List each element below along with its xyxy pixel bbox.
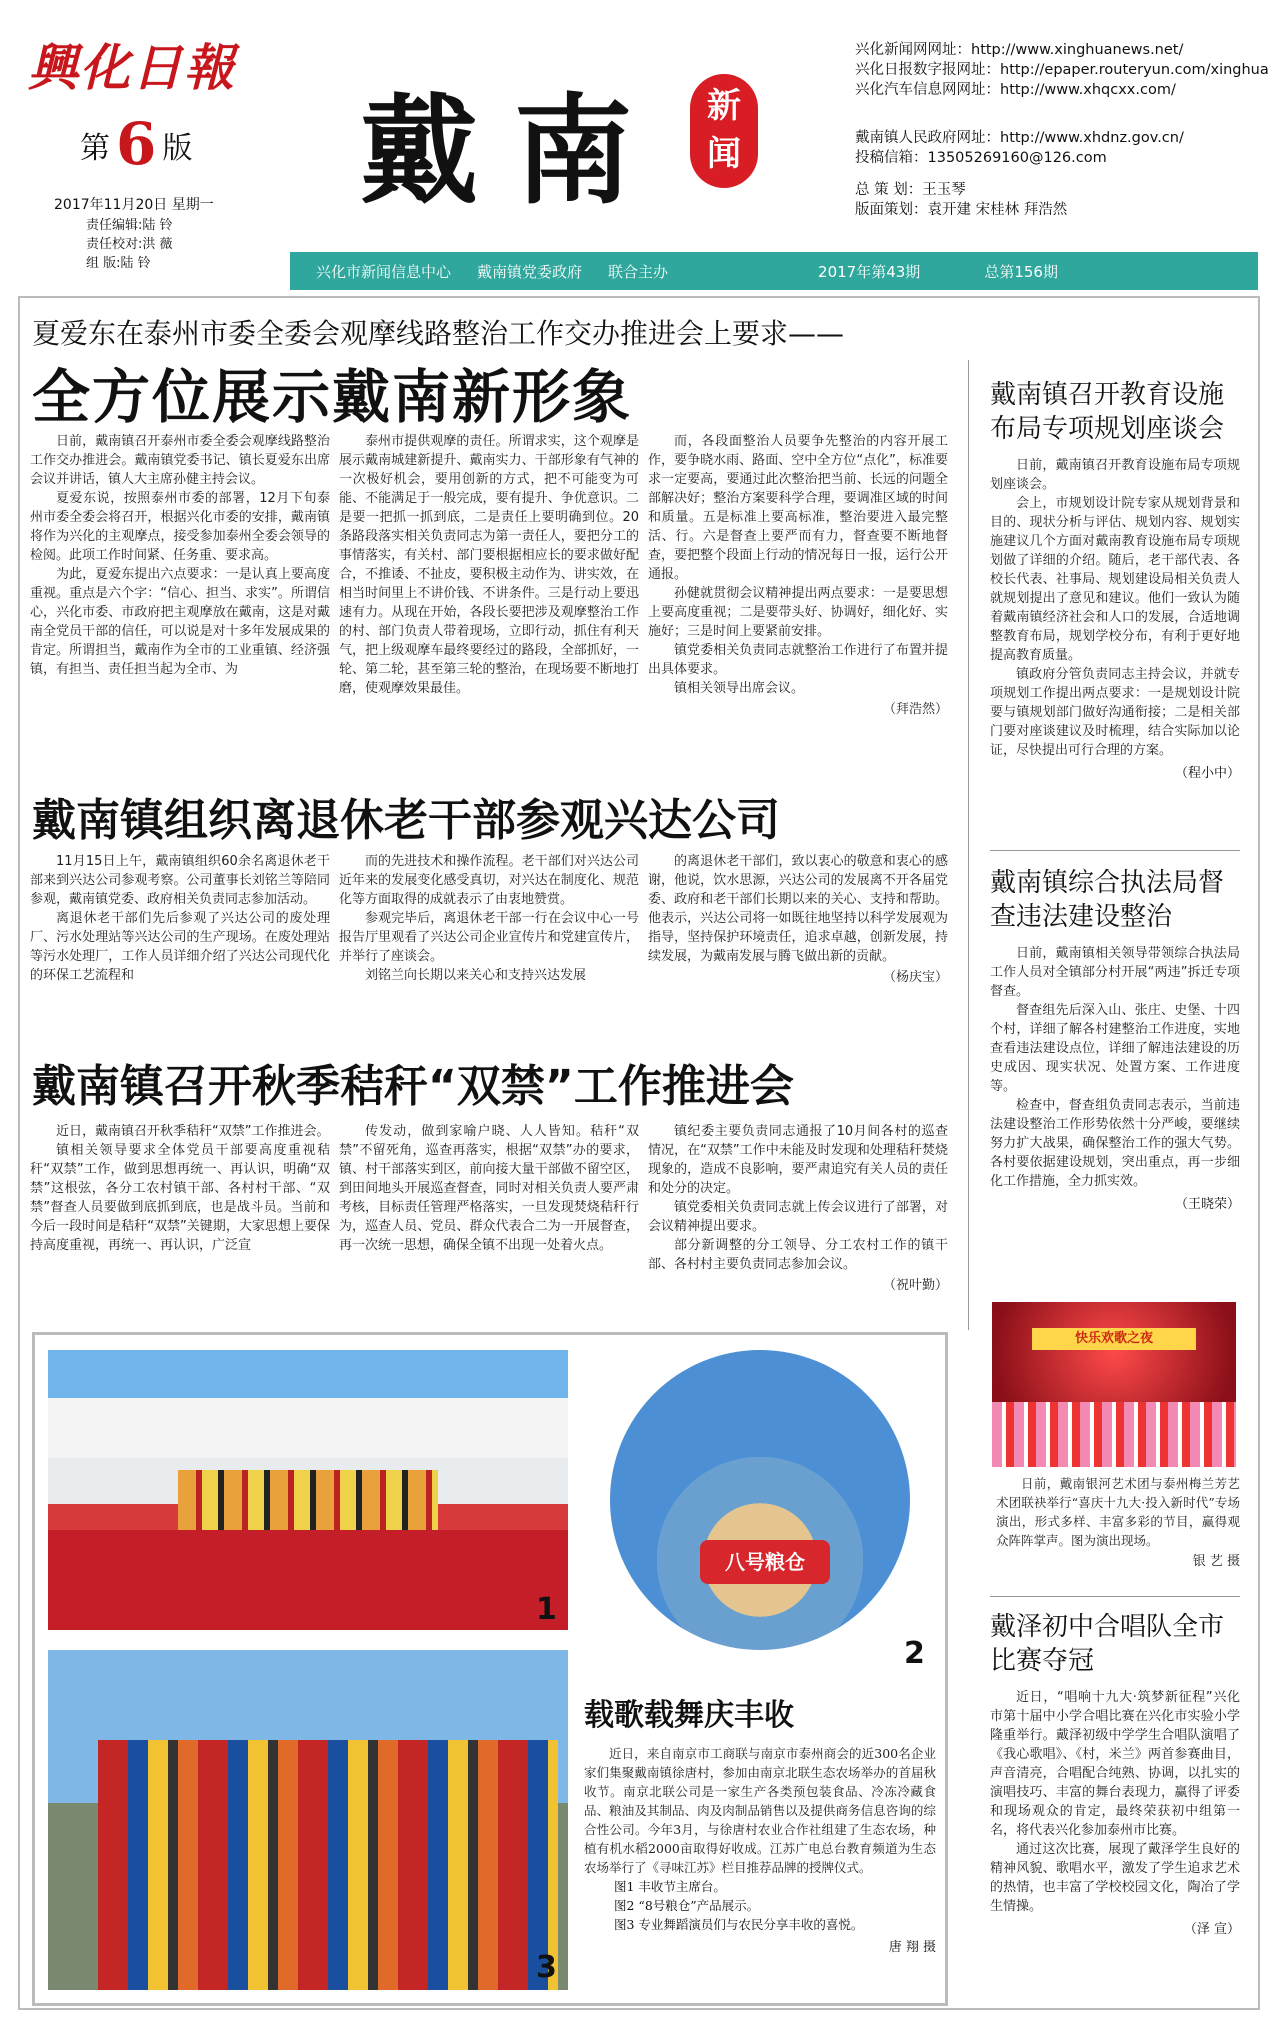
newspaper-logo: 興化日報 xyxy=(28,38,236,97)
info-line: 版面策划：袁开建 宋桂林 拜浩然 xyxy=(855,202,1068,218)
paragraph: 日前，戴南镇召开泰州市委全委会观摩线路整治工作交办推进会。戴南镇党委书记、镇长夏爱东出席会议并讲话，镇人大主席孙健主持会议。 xyxy=(30,434,330,487)
side-article-enforcement xyxy=(990,866,1240,1286)
paragraph: 近日，戴南镇召开秋季秸秆“双禁”工作推进会。 xyxy=(56,1124,330,1139)
photo-credit: 银 艺 摄 xyxy=(1192,1554,1240,1569)
article2-headline: 戴南镇组织离退休老干部参观兴达公司 xyxy=(32,795,780,846)
photo-number: 2 xyxy=(904,1636,925,1671)
edition-num: 6 xyxy=(116,110,157,178)
caption-text: 日前，戴南银河艺术团与泰州梅兰芳艺术团联袂举行“喜庆十九大·投入新时代”专场演出，形式多样、丰富多彩的节目，赢得观众阵阵掌声。图为演出现场。 xyxy=(996,1476,1240,1548)
article-column xyxy=(339,852,639,1012)
article3-headline: 戴南镇召开秋季秸秆“双禁”工作推进会 xyxy=(32,1061,794,1112)
article1-body xyxy=(30,432,948,752)
paragraph: 而的先进技术和操作流程。老干部们对兴达公司近年来的发展变化感受真切，对兴达在制度化、规范化等方面取得的成就表示了由衷地赞赏。 xyxy=(339,854,639,907)
seal-char: 闻 xyxy=(707,134,741,174)
paragraph: 镇相关领导出席会议。 xyxy=(674,681,805,696)
photo-number: 3 xyxy=(536,1950,557,1985)
info-block xyxy=(855,40,1275,220)
info-link[interactable]: 兴化新闻网网址：http://www.xinghuanews.net/ xyxy=(855,42,1184,58)
side-rule xyxy=(990,1596,1240,1597)
side-body xyxy=(990,1688,1240,1916)
product-sign: 八号粮仓 xyxy=(700,1540,830,1584)
article3-body xyxy=(30,1122,948,1318)
info-spacer xyxy=(855,100,1275,128)
column-divider xyxy=(968,360,969,1330)
paragraph: 的离退休老干部们，致以衷心的敬意和衷心的感谢，他说，饮水思源，兴达公司的发展离不开各届党委、政府和老干部们长期以来的关心、支持和帮助。他表示，兴达公司将一如既往地坚持以科学发展观为指导，坚持保护环境责任，追求卓越，创新发展，持续发展，为戴南发展与腾飞做出新的贡献。 xyxy=(648,854,948,964)
byline: （杨庆宝） xyxy=(882,970,948,985)
side-body xyxy=(990,944,1240,1191)
edition-post: 版 xyxy=(162,131,193,166)
photo-feature-headline: 载歌载舞庆丰收 xyxy=(584,1698,794,1733)
article-column xyxy=(30,432,330,752)
photo-caption: 图1 丰收节主席台。 xyxy=(614,1879,726,1894)
product-display-photo xyxy=(610,1350,910,1650)
news-seal xyxy=(690,74,758,188)
staff-line: 责任校对:洪 薇 xyxy=(86,237,173,252)
article-column xyxy=(30,852,330,1012)
masthead xyxy=(0,0,1280,290)
staff-list xyxy=(86,216,173,273)
performers xyxy=(992,1402,1236,1467)
staff-line: 责任编辑:陆 铃 xyxy=(86,218,173,233)
paragraph: 镇党委相关负责同志就上传会议进行了部署，对会议精神提出要求。 xyxy=(648,1200,948,1234)
side-body xyxy=(990,456,1240,760)
article1-headline: 全方位展示戴南新形象 xyxy=(32,363,633,431)
performance-caption xyxy=(996,1474,1240,1571)
article-column xyxy=(30,1122,330,1318)
side-headline: 戴南镇综合执法局督查违法建设整治 xyxy=(990,868,1225,932)
side-headline: 戴南镇召开教育设施布局专项规划座谈会 xyxy=(990,380,1225,444)
edition-number xyxy=(80,110,192,178)
photo-credit: 唐 翔 摄 xyxy=(888,1940,936,1955)
photo-caption: 图2 “8号粮仓”产品展示。 xyxy=(614,1898,760,1913)
band-item: 联合主办 xyxy=(608,262,669,281)
side-article-education xyxy=(990,378,1240,838)
paragraph: 夏爱东说，按照泰州市委的部署，12月下旬泰州市委全委会将召开，根据兴化市委的安排，戴南镇将作为兴化的主观摩点，接受参加泰州全委会领导的检阅。此项工作时间紧、任务重、要求高。 xyxy=(30,491,330,563)
dancers-photo xyxy=(48,1650,568,1990)
paragraph: 11月15日上午，戴南镇组织60余名离退休老干部来到兴达公司参观考察。公司董事长刘铭兰等陪同参观，戴南镇党委、政府相关负责同志参加活动。 xyxy=(30,854,330,907)
paragraph: 而，各段面整治人员要争先整治的内容开展工作，要争晓水雨、路面、空中全方位“点化”，标准要求一定要高，要通过此次整治把当前、长远的问题全部解决好；整治方案要科学合理，要调准区域的时间和质量。五是标准上要高标准，整治要进入最完整活、行。六是督查上要严而有力，督查要不断地督查，要把整个段面上行动的情况每日一报，运行公开通报。 xyxy=(648,434,948,582)
byline: （祝叶勤） xyxy=(882,1278,948,1293)
band-item: 总第156期 xyxy=(984,262,1058,281)
paragraph: 通过这次比赛，展现了戴泽学生良好的精神风貌、歌唱水平，激发了学生追求艺术的热情，也丰富了学校校园文化，陶冶了学生情操。 xyxy=(990,1842,1240,1914)
side-article-choir xyxy=(990,1610,1240,2000)
paragraph: 泰州市提供观摩的责任。所谓求实，这个观摩是展示戴南城建新提升、戴南实力、干部形象有气神的一次极好机会，要用创新的方式，把不可能变为可能、不能满足于一般完成，要有提升、争优意识。二是要一把抓一抓到底，二是责任上要明确到位。20条路段落实相关负责同志为第一责任人，要把分工的事情落实，有关村、部门要根据相应长的要求做好配合，不推诿、不扯皮，要积极主动作为、讲实效，在相当时间里上不讲价钱、不讲条件。三是行动上要迅速有力。从现在开始，各段长要把涉及观摩整治工作的村、部门负责人带着现场，立即行动，抓住有利天气，把上级观摩车最终要经过的路段，全部抓好，一轮、第二轮，甚至第三轮的整治，在现场要不断地打磨，使观摩效果最佳。 xyxy=(339,434,639,696)
info-link[interactable]: 戴南镇人民政府网址：http://www.xhdnz.gov.cn/ xyxy=(855,130,1184,146)
paragraph: 日前，戴南镇召开教育设施布局专项规划座谈会。 xyxy=(990,458,1240,492)
byline: （程小中） xyxy=(1174,766,1240,781)
photo-caption: 图3 专业舞蹈演员们与农民分享丰收的喜悦。 xyxy=(614,1917,864,1932)
article2-body xyxy=(30,852,948,1012)
red-stage xyxy=(48,1530,568,1630)
paragraph: 检查中，督查组负责同志表示，当前违法建设整治工作形势依然十分严峻，要继续努力扩大战果，确保整治工作的强大气势。各村要依据建设规划，突出重点，再一步细化工作措施，全力抓实效。 xyxy=(990,1098,1240,1189)
issue-date: 2017年11月20日 星期一 xyxy=(54,197,214,213)
side-rule xyxy=(990,850,1240,851)
paragraph: 镇党委相关负责同志就整治工作进行了布置并提出具体要求。 xyxy=(648,643,948,677)
paragraph: 镇纪委主要负责同志通报了10月间各村的巡查情况，在“双禁”工作中未能及时发现和处理秸秆焚烧现象的，造成不良影响，要严肃追究有关人员的责任和处分的决定。 xyxy=(648,1124,948,1196)
band-item: 兴化市新闻信息中心 xyxy=(316,262,452,281)
side-headline: 戴泽初中合唱队全市比赛夺冠 xyxy=(990,1612,1225,1676)
paragraph: 镇政府分管负责同志主持会议，并就专项规划工作提出两点要求：一是规划设计院要与镇规划部门做好沟通衔接；二是相关部门要对座谈建议及时梳理，结合实际加以论证，尽快提出可行合理的方案。 xyxy=(990,667,1240,758)
edition-pre: 第 xyxy=(80,131,110,166)
info-line: 总 策 划：王玉琴 xyxy=(855,182,966,198)
paragraph: 传发动，做到家喻户晓、人人皆知。秸秆“双禁”不留死角，巡查再落实，根据“双禁”办的要求，镇、村干部落实到区，前向接大量干部做不留空区，到田间地头开展巡查督查，同时对相关负责人要严肃考核，目标责任管理严格落实，一旦发现焚烧秸秆行为，巡查人员、党员、群众代表合二为一开展督查，再一次统一思想，确保全镇不出现一处着火点。 xyxy=(339,1124,639,1253)
info-email[interactable]: 投稿信箱：13505269160@126.com xyxy=(855,150,1107,166)
photo-number: 1 xyxy=(536,1592,557,1627)
photo-feature-text xyxy=(584,1690,936,1955)
paragraph: 参观完毕后，离退休老干部一行在会议中心一号报告厅里观看了兴达公司企业宣传片和党建宣传片，并举行了座谈会。 xyxy=(339,911,639,964)
byline: （泽 宣） xyxy=(1183,1922,1240,1937)
staff-line: 组 版:陆 铃 xyxy=(86,256,151,271)
tent xyxy=(48,1398,568,1458)
info-link[interactable]: 兴化日报数字报网址：http://epaper.routeryun.com/xinghua xyxy=(855,62,1269,78)
stage-banner: 快乐欢歌之夜 xyxy=(1032,1328,1196,1350)
article-column xyxy=(648,852,948,1012)
paragraph: 为此，夏爱东提出六点要求：一是认真上要高度重视。重点是六个字：“信心、担当、求实”。所谓信心，兴化市委、市政府把主观摩放在戴南，这是对戴南全党员干部的信任，可以说是对十多年发展成果的肯定。所谓担当，戴南作为全市的工业重镇、经济强镇，有担当、责任担当起为全市、为 xyxy=(30,567,330,677)
band-item: 2017年第43期 xyxy=(818,262,921,281)
paragraph: 部分新调整的分工领导、分工农村工作的镇干部、各村村主要负责同志参加会议。 xyxy=(648,1238,948,1272)
paragraph: 镇相关领导要求全体党员干部要高度重视秸秆“双禁”工作，做到思想再统一、再认识，明确“双禁”这根弦，各分工农村镇干部、各村村干部、“双禁”督查人员要做到底抓到底，也是战斗员。当前和今后一段时间是秸秆“双禁”关键期，大家思想上要保持高度重视，再统一、再认识，广泛宣 xyxy=(30,1143,330,1253)
article-column xyxy=(339,1122,639,1318)
dancers xyxy=(98,1740,558,1990)
paragraph: 离退休老干部们先后参观了兴达公司的废处理厂、污水处理站等兴达公司的生产现场。在废处理站等污水处理厂，工作人员详细介绍了兴达公司现代化的环保工艺流程和 xyxy=(30,911,330,983)
article-column xyxy=(339,432,639,752)
paragraph: 孙健就贯彻会议精神提出两点要求：一是要思想上要高度重视；二是要带头好、协调好，细化好、实施好；三是时间上要紧前安排。 xyxy=(648,586,948,639)
paragraph: 近日，来自南京市工商联与南京市泰州商会的近300名企业家们集聚戴南镇徐唐村，参加由南京北联生态农场举办的首届秋收节。南京北联公司是一家生产各类预包装食品、冷冻冷藏食品、粮油及其制品、肉及肉制品销售以及提供商务信息咨询的综合性公司。今年3月，与徐唐村农业合作社组建了生态农场，种植有机水稻2000亩取得好收成。江苏广电总台教育频道为生态农场举行了《寻味江苏》栏目推荐品牌的授牌仪式。 xyxy=(584,1746,936,1875)
article-column xyxy=(648,1122,948,1318)
band-item: 戴南镇党委政府 xyxy=(477,262,583,281)
paragraph: 近日，“唱响十九大·筑梦新征程”兴化市第十届中小学合唱比赛在兴化市实验小学隆重举行。戴泽初级中学学生合唱队演唱了《我心歌唱》、《村，米兰》两首参赛曲目，声音清亮，合唱配合纯熟、协调，以扎实的演唱技巧、丰富的舞台表现力，赢得了评委和现场观众的肯定，最终荣获初中组第一名，将代表兴化参加泰州市比赛。 xyxy=(990,1690,1240,1838)
article1-kicker: 夏爱东在泰州市委全委会观摩线路整治工作交办推进会上要求—— xyxy=(32,317,845,350)
byline: （拜浩然） xyxy=(882,702,948,717)
paragraph: 刘铭兰向长期以来关心和支持兴达发展 xyxy=(365,968,587,983)
harvest-stage-photo xyxy=(48,1350,568,1630)
photo-feature-body xyxy=(584,1744,936,1877)
paragraph: 会上，市规划设计院专家从规划背景和目的、现状分析与评估、规划内容、规划实施建议几个方面对戴南教育设施布局专项规划做了详细的介绍。随后，老干部代表、各校长代表、社事局、规划建设局相关负责人就规划提出了意见和建议。他们一致认为随着戴南镇经济社会和人口的发展，合适地调整教育布局，规划学校分布，有利于更好地提高教育质量。 xyxy=(990,496,1240,663)
article-column xyxy=(648,432,948,752)
paragraph: 督查组先后深入山、张庄、史堡、十四个村，详细了解各村建整治工作进度，实地查看违法建设点位，详细了解违法建设的历史成因、现实状况、处置方案、工作进度等。 xyxy=(990,1003,1240,1094)
page-title: 戴南 xyxy=(360,81,669,220)
byline: （王晓荣） xyxy=(1174,1197,1240,1212)
paragraph: 日前，戴南镇相关领导带领综合执法局工作人员对全镇部分村开展“两违”拆迁专项督查。 xyxy=(990,946,1240,999)
seal-char: 新 xyxy=(707,86,741,126)
info-link[interactable]: 兴化汽车信息网网址：http://www.xhqcxx.com/ xyxy=(855,82,1176,98)
organizer-band xyxy=(290,252,1258,290)
performance-photo xyxy=(992,1302,1236,1467)
